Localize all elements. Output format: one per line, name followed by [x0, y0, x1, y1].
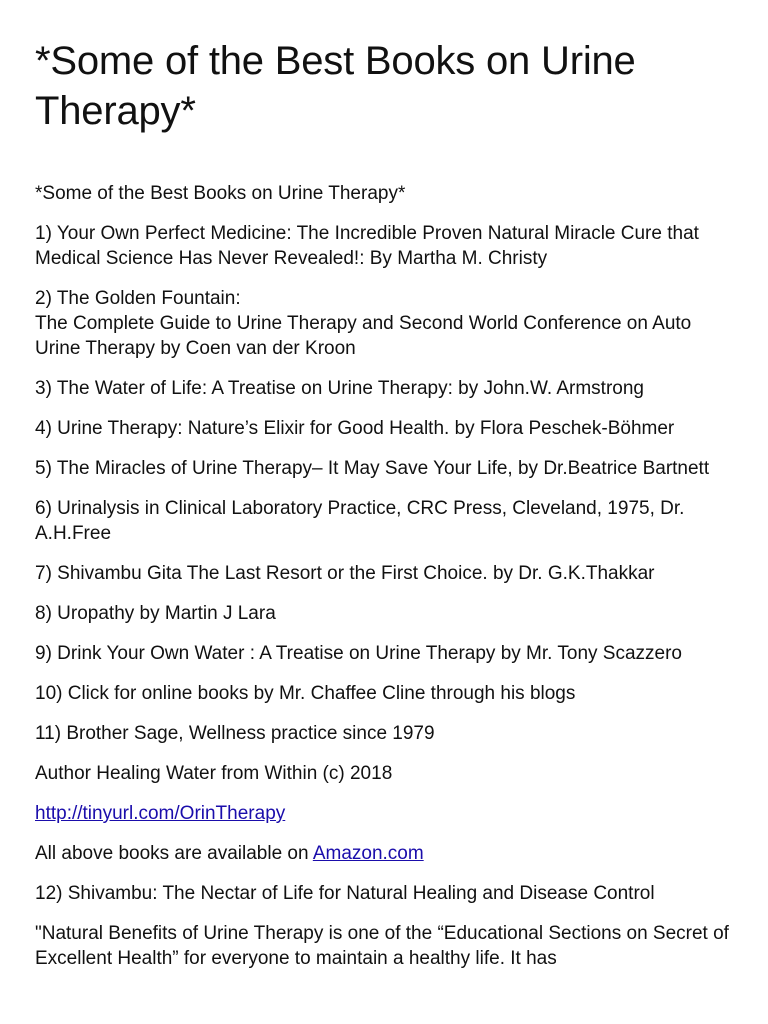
book-item-12: 12) Shivambu: The Nectar of Life for Natural Healing and Disease Control	[35, 883, 655, 904]
book-item-7: 7) Shivambu Gita The Last Resort or the First Choice. by Dr. G.K.Thakkar	[35, 563, 655, 584]
book-item-9: 9) Drink Your Own Water : A Treatise on Urine Therapy by Mr. Tony Scazzero	[35, 643, 682, 664]
book-item-6: 6) Urinalysis in Clinical Laboratory Practice, CRC Press, Cleveland, 1975, Dr. A.H.Free	[35, 498, 685, 544]
book-item-4: 4) Urine Therapy: Nature’s Elixir for Good Health. by Flora Peschek-Böhmer	[35, 418, 675, 439]
closing-paragraph: "Natural Benefits of Urine Therapy is one of the “Educational Sections on Secret of Excellent Health” for everyone to maintain a healthy life. It has	[35, 923, 729, 969]
document-page	[35, 0, 735, 986]
book-item-1: 1) Your Own Perfect Medicine: The Incredible Proven Natural Miracle Cure that Medical Science Has Never Revealed!: By Martha M. Christy	[35, 223, 699, 269]
tinyurl-link[interactable]: http://tinyurl.com/OrinTherapy	[35, 803, 286, 824]
intro-heading: *Some of the Best Books on Urine Therapy*	[35, 183, 406, 204]
book-item-3: 3) The Water of Life: A Treatise on Urine Therapy: by John.W. Armstrong	[35, 378, 644, 399]
book-item-10: 10) Click for online books by Mr. Chaffee Cline through his blogs	[35, 683, 576, 704]
amazon-availability	[35, 841, 735, 866]
author-line: Author Healing Water from Within (c) 2018	[35, 763, 393, 784]
book-item-11: 11) Brother Sage, Wellness practice since 1979	[35, 723, 435, 744]
book-item-8: 8) Uropathy by Martin J Lara	[35, 603, 276, 624]
book-item-2-title: 2) The Golden Fountain:	[35, 288, 241, 309]
book-item-2-subtitle: The Complete Guide to Urine Therapy and Second World Conference on Auto Urine Therapy by Coen van der Kroon	[35, 313, 692, 359]
amazon-prefix-text: All above books are available on	[35, 843, 313, 864]
book-item-2	[35, 286, 735, 361]
page-title: *Some of the Best Books on Urine Therapy*	[35, 39, 636, 133]
document-body	[35, 181, 735, 971]
book-item-5: 5) The Miracles of Urine Therapy– It May Save Your Life, by Dr.Beatrice Bartnett	[35, 458, 710, 479]
amazon-link[interactable]: Amazon.com	[312, 843, 424, 864]
tinyurl-paragraph	[35, 801, 735, 826]
